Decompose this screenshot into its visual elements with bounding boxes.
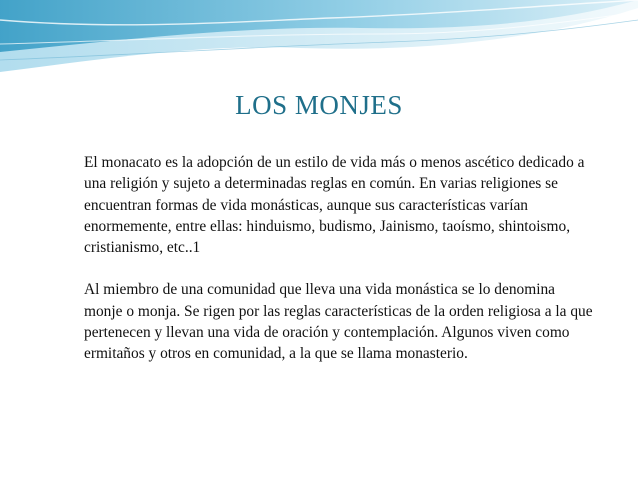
slide-title: [0, 90, 638, 121]
slide-body: [84, 152, 594, 386]
slide-title-text: LOS MONJES: [235, 90, 403, 120]
paragraph-2: Al miembro de una comunidad que lleva una vida monástica se lo denomina monje o monja. Se rigen por las reglas características de la orden religiosa a la que pertenecen y llevan una vida de oración y contemplación. Algunos viven como ermitaños y otros en comunidad, a la que se llama monasterio.: [84, 281, 593, 363]
paragraph-1: El monacato es la adopción de un estilo de vida más o menos ascético dedicado a una religión y sujeto a determinadas reglas en común. En varias religiones se encuentran formas de vida monásticas, aunque sus características varían enormemente, entre ellas: hinduismo, budismo, Jainismo, taoísmo, shintoismo, cristianismo, etc..1: [84, 154, 585, 257]
decorative-wave-header: [0, 0, 638, 80]
